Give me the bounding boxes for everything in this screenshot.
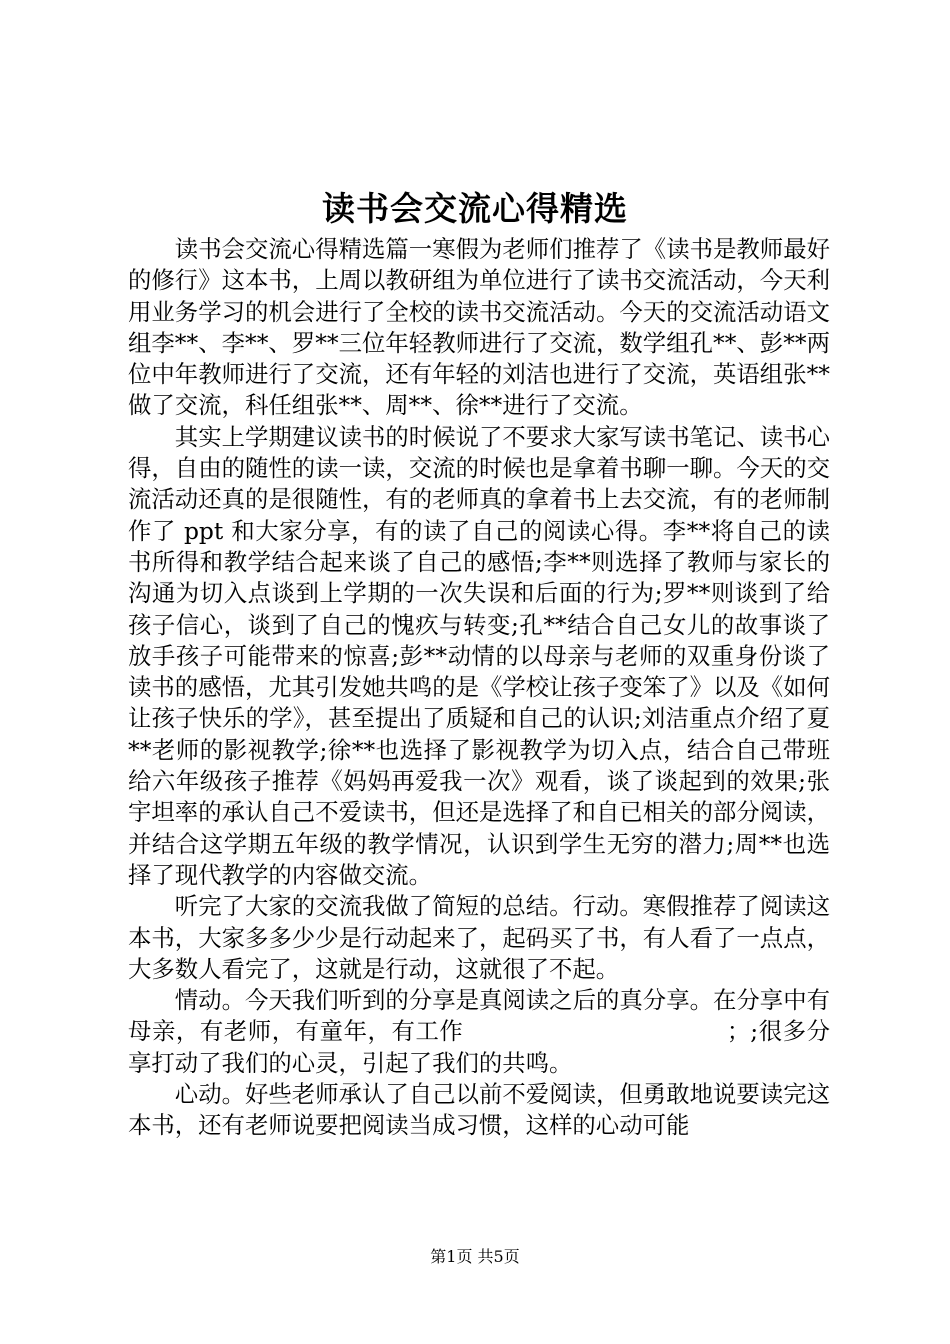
paragraph-5: 心动。好些老师承认了自己以前不爱阅读，但勇敢地说要读完这本书，还有老师说要把阅读当成习惯，这样的心动可能 xyxy=(128,1080,830,1140)
page-footer: 第1页 共5页 xyxy=(430,1247,520,1266)
document-body xyxy=(128,234,830,1142)
document-title: 读书会交流心得精选 xyxy=(322,189,628,228)
paragraph-2: 其实上学期建议读书的时候说了不要求大家写读书笔记、读书心得，自由的随性的读一读，交流的时候也是拿着书聊一聊。今天的交流活动还真的是很随性，有的老师真的拿着书上去交流，有的老师制作了 ppt 和大家分享，有的读了自己的阅读心得。李**将自己的读书所得和教学结合起来谈了自己的感悟;李**则选择了教师与家长的沟通为切入点谈到上学期的一次失误和后面的行为;罗**则谈到了给孩子信心，谈到了自己的愧疚与转变;孔**结合自己女儿的故事谈了放手孩子可能带来的惊喜;彭**动情的以母亲与老师的双重身份谈了读书的感悟，尤其引发她共鸣的是《学校让孩子变笨了》以及《如何让孩子快乐的学》，甚至提出了质疑和自己的认识;刘洁重点介绍了夏**老师的影视教学;徐**也选择了影视教学为切入点，结合自己带班给六年级孩子推荐《妈妈再爱我一次》观看，谈了谈起到的效果;张宇坦率的承认自己不爱读书，但还是选择了和自已相关的部分阅读，并结合这学期五年级的教学情况，认识到学生无穷的潜力;周**也选择了现代教学的内容做交流。 xyxy=(128,422,830,889)
paragraph-3: 听完了大家的交流我做了简短的总结。行动。寒假推荐了阅读这本书，大家多多少少是行动起来了，起码买了书，有人看了一点点，大多数人看完了，这就是行动，这就很了不起。 xyxy=(128,892,830,983)
paragraph-1: 读书会交流心得精选篇一寒假为老师们推荐了《读书是教师最好的修行》这本书，上周以教研组为单位进行了读书交流活动，今天利用业务学习的机会进行了全校的读书交流活动。今天的交流活动语文组李**、李**、罗**三位年轻教师进行了交流，数学组孔**、彭**两位中年教师进行了交流，还有年轻的刘洁也进行了交流，英语组张**做了交流，科任组张**、周**、徐**进行了交流。 xyxy=(128,235,830,420)
paragraph-4: 情动。今天我们听到的分享是真阅读之后的真分享。在分享中有母亲，有老师，有童年，有工作 ；;很多分享打动了我们的心灵，引起了我们的共鸣。 xyxy=(128,986,830,1077)
